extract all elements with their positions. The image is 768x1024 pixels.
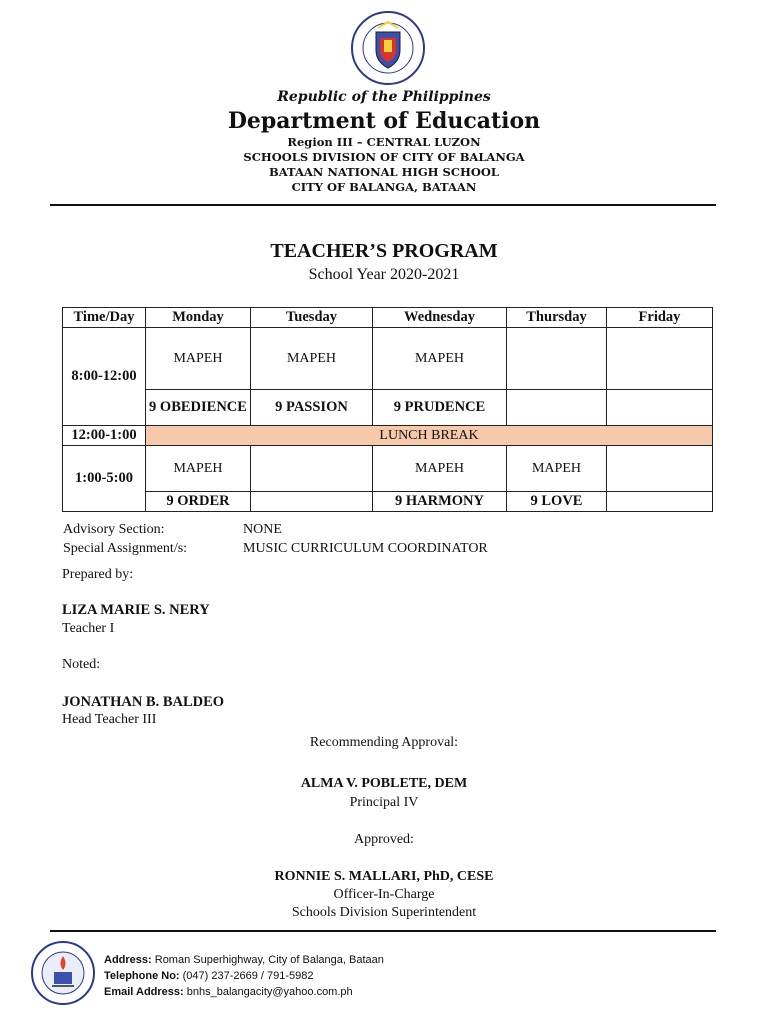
address-label: Address:: [104, 954, 152, 966]
prepared-by-name: LIZA MARIE S. NERY: [62, 602, 210, 618]
division-line: SCHOOLS DIVISION OF CITY OF BALANGA: [243, 150, 525, 164]
section-cell: 9 ORDER: [146, 492, 251, 512]
noted-name: JONATHAN B. BALDEO: [62, 694, 225, 710]
approved-position-2: Schools Division Superintendent: [291, 905, 477, 920]
table-row: [63, 390, 713, 426]
advisory-value: NONE: [243, 522, 282, 537]
noted-position: Head Teacher III: [62, 712, 157, 727]
schedule-table: [62, 307, 713, 512]
prepared-by-label: Prepared by:: [62, 567, 134, 582]
table-header-row: [63, 308, 713, 328]
section-cell: [607, 390, 713, 426]
school-line: BATAAN NATIONAL HIGH SCHOOL: [269, 165, 499, 179]
approved-name: RONNIE S. MALLARI, PhD, CESE: [274, 869, 494, 884]
footer-telephone: [104, 968, 314, 984]
lunch-row: [63, 426, 713, 446]
noted-label: Noted:: [62, 657, 101, 672]
section-cell: [507, 390, 607, 426]
col-header-wednesday: Wednesday: [373, 308, 507, 328]
telephone-label: Telephone No:: [104, 970, 180, 982]
approved-position-1: Officer-In-Charge: [333, 887, 435, 902]
section-cell: 9 HARMONY: [373, 492, 507, 512]
subject-cell: MAPEH: [507, 446, 607, 492]
recommending-position: Principal IV: [349, 795, 419, 810]
table-row: [63, 328, 713, 390]
time-cell-lunch: 12:00-1:00: [63, 426, 146, 446]
recommending-label: Recommending Approval:: [309, 735, 459, 750]
recommending-name: ALMA V. POBLETE, DEM: [300, 776, 468, 791]
subject-cell: MAPEH: [146, 446, 251, 492]
section-cell: [607, 492, 713, 512]
school-seal-logo: [30, 940, 96, 1006]
subject-cell: [607, 328, 713, 390]
prepared-by-position: Teacher I: [62, 621, 115, 636]
subject-cell: [507, 328, 607, 390]
special-assignment-value: MUSIC CURRICULUM COORDINATOR: [243, 541, 488, 556]
special-assignment-label: Special Assignment/s:: [63, 541, 188, 556]
subject-cell: MAPEH: [146, 328, 251, 390]
advisory-label: Advisory Section:: [63, 522, 165, 537]
program-title: TEACHER’S PROGRAM: [270, 240, 498, 262]
email-label: Email Address:: [104, 986, 184, 998]
subject-cell: MAPEH: [373, 446, 507, 492]
col-header-thursday: Thursday: [507, 308, 607, 328]
section-cell: 9 PRUDENCE: [373, 390, 507, 426]
col-header-monday: Monday: [146, 308, 251, 328]
table-row: [63, 492, 713, 512]
approved-label: Approved:: [354, 832, 414, 847]
deped-seal-logo: [350, 10, 426, 86]
department-heading: Department of Education: [227, 108, 541, 134]
subject-cell: [607, 446, 713, 492]
lunch-break-cell: LUNCH BREAK: [146, 426, 713, 446]
telephone-value: (047) 237-2669 / 791-5982: [182, 970, 314, 982]
section-cell: 9 LOVE: [507, 492, 607, 512]
time-cell-morning: 8:00-12:00: [63, 328, 146, 426]
city-line: CITY OF BALANGA, BATAAN: [291, 180, 477, 194]
section-cell: [251, 492, 373, 512]
address-value: Roman Superhighway, City of Balanga, Bataan: [154, 954, 384, 966]
region-line: Region III – CENTRAL LUZON: [287, 135, 481, 149]
footer-address: [104, 952, 384, 968]
republic-heading: Republic of the Philippines: [277, 89, 491, 105]
table-row: [63, 446, 713, 492]
section-cell: 9 OBEDIENCE: [146, 390, 251, 426]
footer-divider: [50, 930, 716, 932]
header-divider: [50, 204, 716, 206]
time-cell-afternoon: 1:00-5:00: [63, 446, 146, 512]
subject-cell: MAPEH: [251, 328, 373, 390]
email-value[interactable]: bnhs_balangacity@yahoo.com.ph: [186, 986, 353, 998]
col-header-friday: Friday: [607, 308, 713, 328]
subject-cell: [251, 446, 373, 492]
footer-email: [104, 984, 353, 1000]
subject-cell: MAPEH: [373, 328, 507, 390]
col-header-time: Time/Day: [63, 308, 146, 328]
school-year: School Year 2020-2021: [308, 266, 460, 283]
col-header-tuesday: Tuesday: [251, 308, 373, 328]
section-cell: 9 PASSION: [251, 390, 373, 426]
